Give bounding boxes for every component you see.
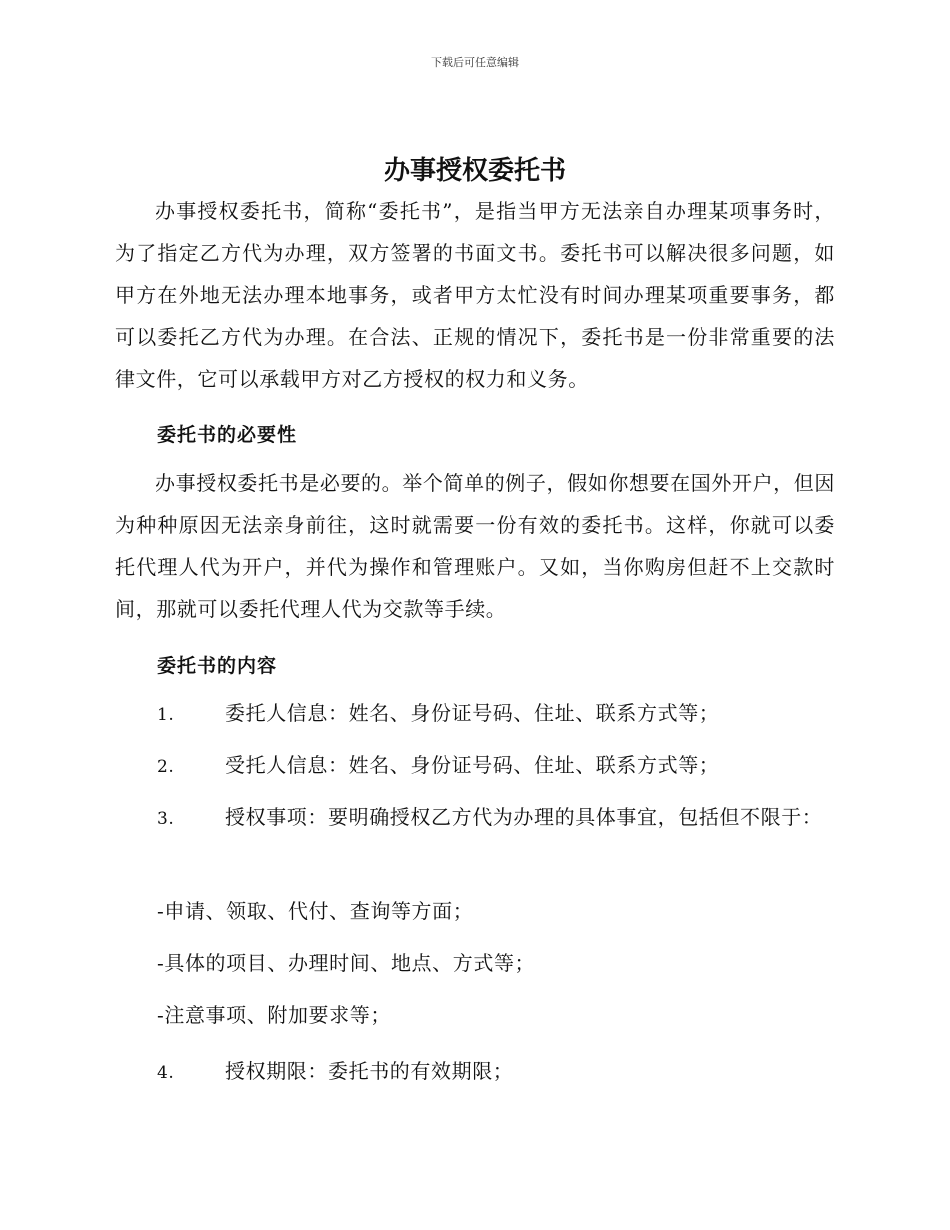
sub-list-item: -申请、领取、代付、查询等方面； [157,899,474,923]
header-note: 下载后可任意编辑 [431,56,519,69]
necessity-paragraph: 办事授权委托书是必要的。举个简单的例子，假如你想要在国外开户，但因为种种原因无法亲身前往，这时就需要一份有效的委托书。这样，你就可以委托代理人代为开户，并代为操作和管理账户。又如，当你购房但赶不上交款时间，那就可以委托代理人代为交款等手续。 [115,471,835,621]
list-item-number: 3. [157,809,175,829]
list-item-number: 4. [157,1063,175,1083]
list-item-text: 授权期限：委托书的有效期限； [225,1059,514,1083]
list-item-text: 受托人信息：姓名、身份证号码、住址、联系方式等； [225,753,720,777]
list-item [115,692,835,736]
list-item [115,744,835,788]
list-item-text: 授权事项：要明确授权乙方代为办理的具体事宜，包括但不限于： [225,805,823,829]
list-item [115,796,835,840]
intro-paragraph: 办事授权委托书，简称“委托书”，是指当甲方无法亲自办理某项事务时，为了指定乙方代为办理，双方签署的书面文书。委托书可以解决很多问题，如甲方在外地无法办理本地事务，或者甲方太忙没有时间办理某项重要事务，都可以委托乙方代为办理。在合法、正规的情况下，委托书是一份非常重要的法律文件，它可以承载甲方对乙方授权的权力和义务。 [115,199,835,391]
section-heading-necessity: 委托书的必要性 [157,424,298,446]
section-heading-contents: 委托书的内容 [157,655,278,677]
list-item-number: 1. [157,705,175,725]
sub-list-item: -具体的项目、办理时间、地点、方式等； [157,951,536,975]
list-item [115,1050,835,1094]
list-item-number: 2. [157,757,175,777]
document-title: 办事授权委托书 [383,156,566,186]
list-item-text: 委托人信息：姓名、身份证号码、住址、联系方式等； [225,701,720,725]
sub-list-item: -注意事项、附加要求等； [157,1003,391,1027]
